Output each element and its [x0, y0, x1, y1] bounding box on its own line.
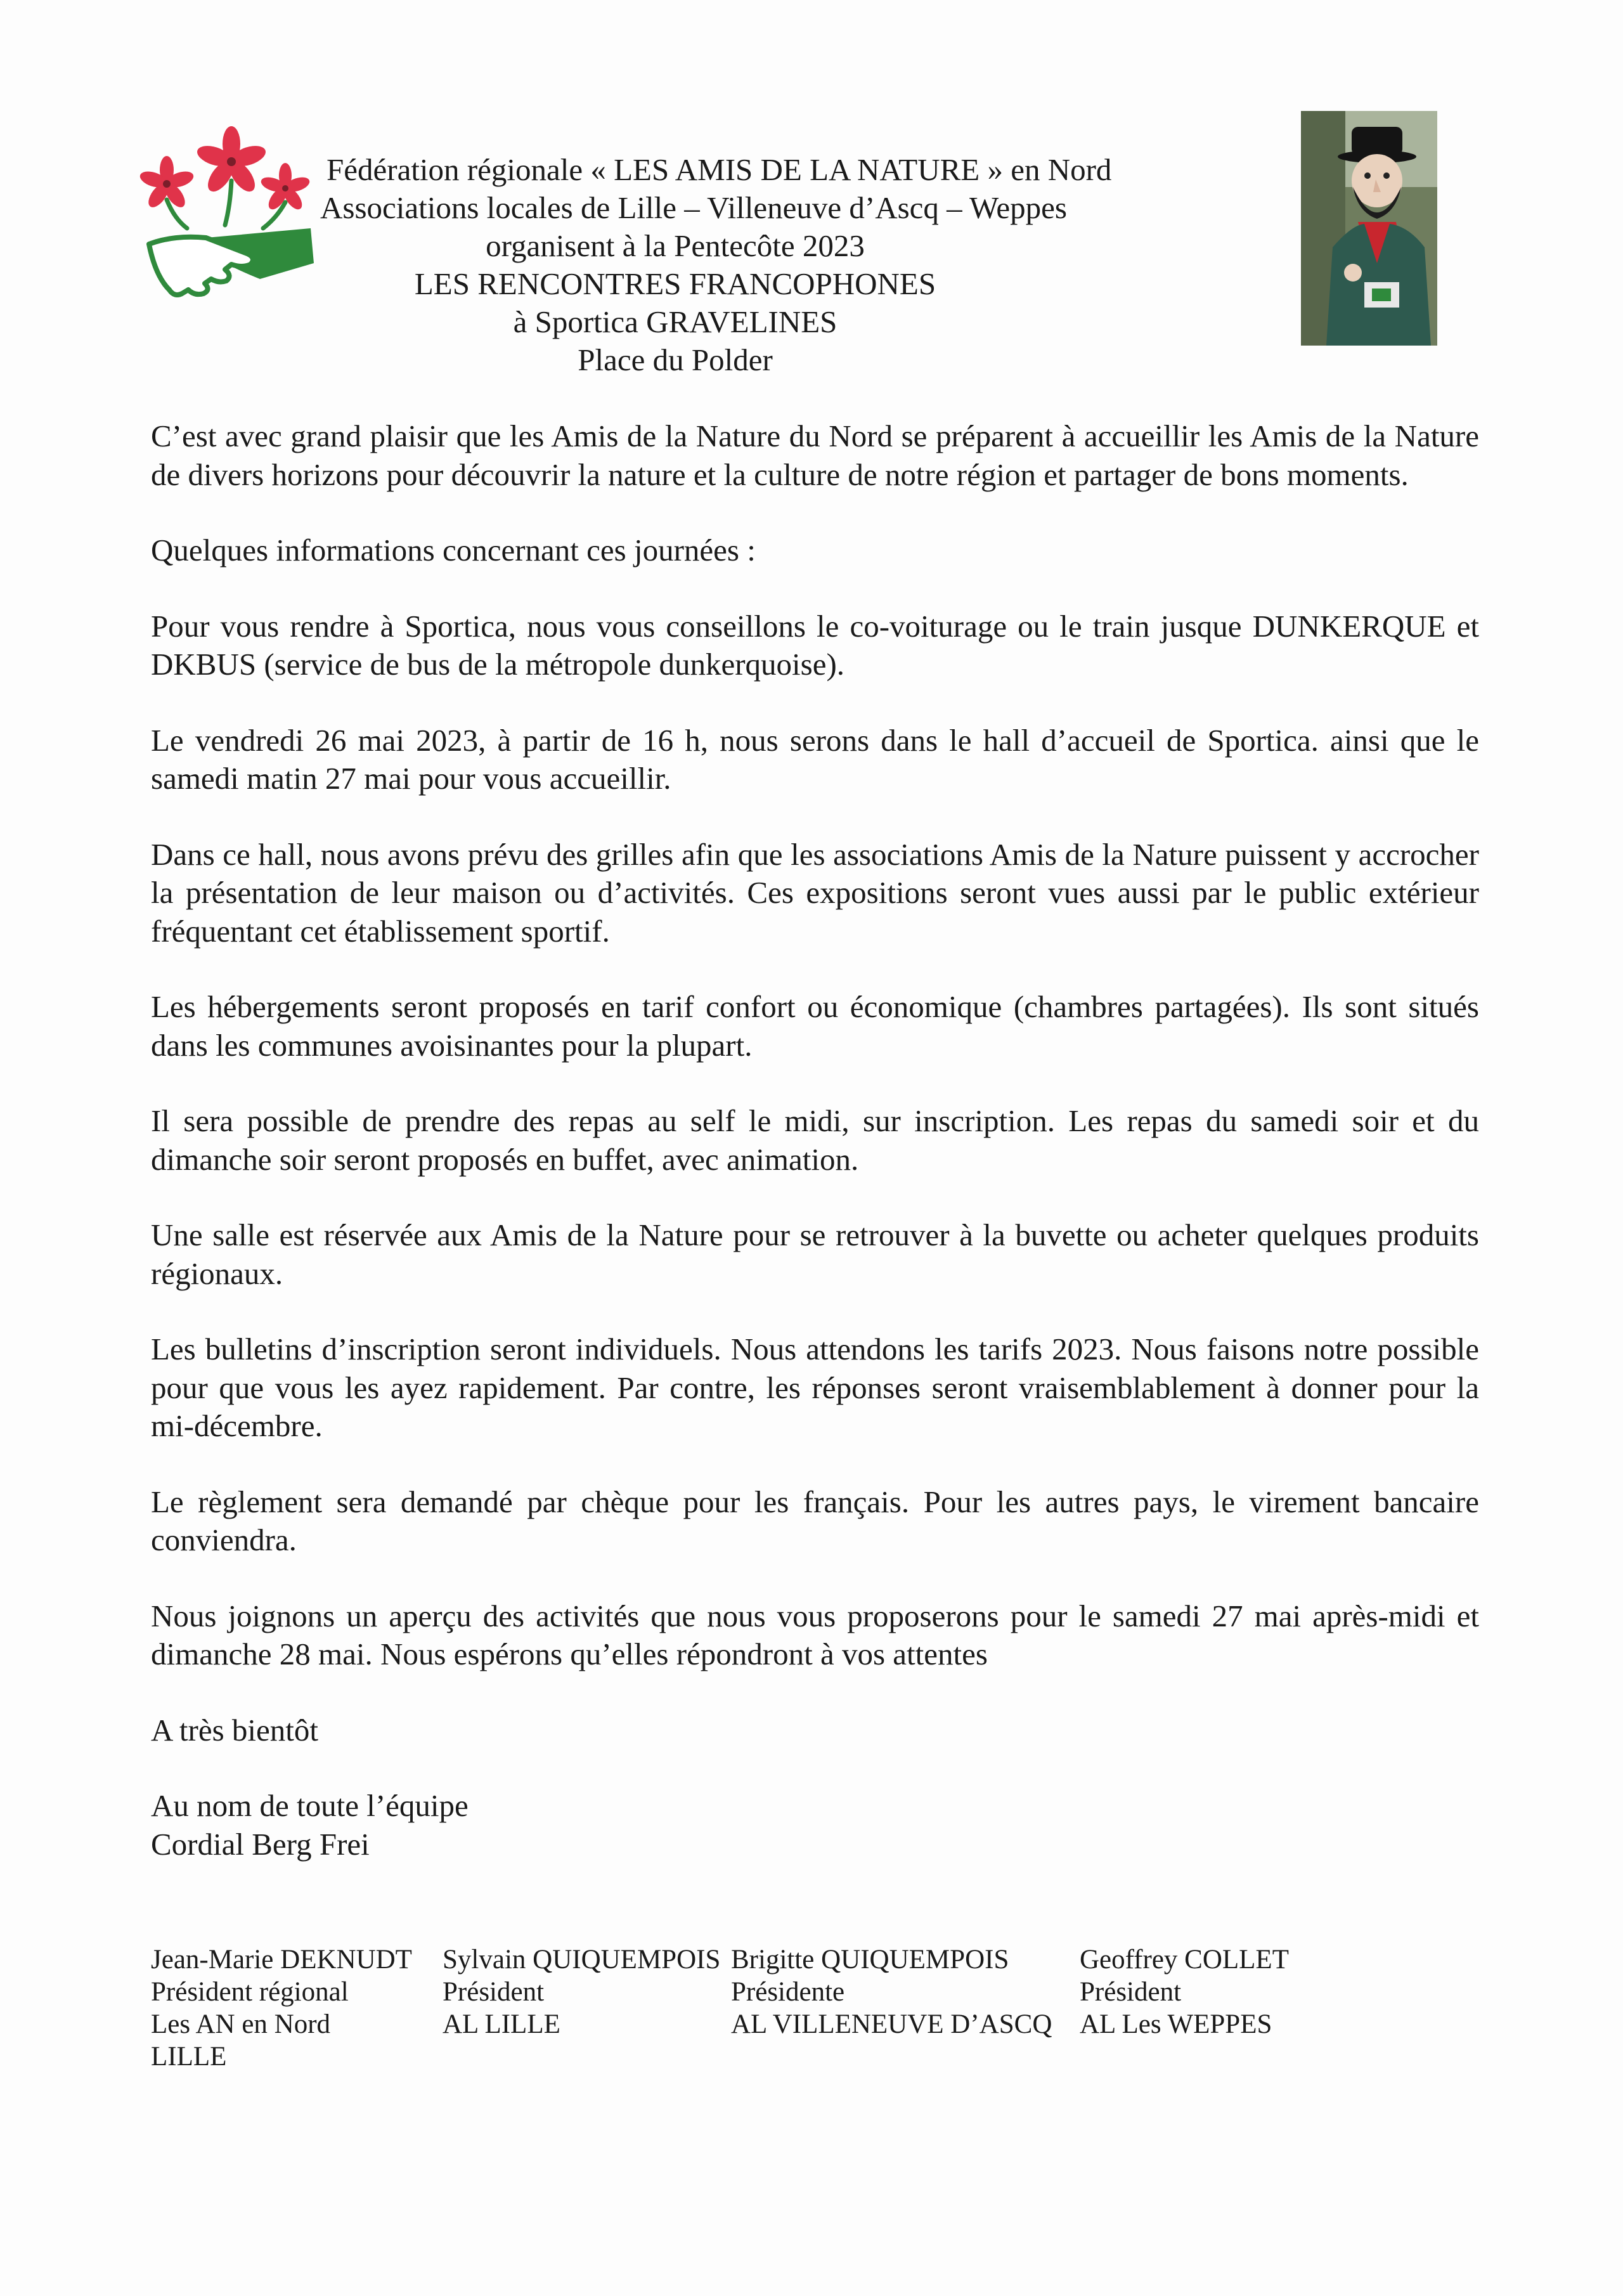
signature-role: Président [443, 1977, 545, 2007]
signature-name: Jean-Marie DEKNUDT [151, 1945, 412, 1975]
header-line-event-title: LES RENCONTRES FRANCOPHONES [414, 266, 936, 301]
paragraph-room: Une salle est réservée aux Amis de la Nature pour se retrouver à la buvette ou acheter quelques produits régionaux. [151, 1217, 1479, 1291]
signature-role: Présidente [731, 1977, 845, 2007]
paragraph-activities: Nous joignons un aperçu des activités que nous vous proposerons pour le samedi 27 mai après-midi et dimanche 28 mai. Nous espérons qu’elles répondront à vos attentes [151, 1598, 1479, 1671]
signature-name: Sylvain QUIQUEMPOIS [443, 1945, 721, 1975]
header-line-organisent: organisent à la Pentecôte 2023 [486, 228, 865, 263]
header-line-associations: Associations locales de Lille – Villeneuve d’Ascq – Weppes [320, 190, 1067, 225]
header-line-place: Place du Polder [578, 342, 773, 377]
paragraph-info-heading: Quelques informations concernant ces journées : [151, 533, 756, 568]
closing-team: Au nom de toute l’équipe [151, 1788, 469, 1823]
signature-role: Président [1080, 1977, 1182, 2007]
paragraph-intro: C’est avec grand plaisir que les Amis de la Nature du Nord se préparent à accueillir les Amis de la Nature de divers horizons pour découvrir la nature et la culture de notre région et partager de bons moments. [151, 418, 1479, 492]
signature-org: Les AN en Nord [151, 2009, 331, 2039]
signature-brigitte-quiquempois [731, 1943, 1052, 2040]
paragraph-payment: Le règlement sera demandé par chèque pour les français. Pour les autres pays, le virement bancaire conviendra. [151, 1484, 1479, 1557]
paragraph-welcome: Le vendredi 26 mai 2023, à partir de 16 h, nous serons dans le hall d’accueil de Sportica. ainsi que le samedi matin 27 mai pour vous accueillir. [151, 722, 1479, 796]
signature-org: AL Les WEPPES [1080, 2009, 1272, 2039]
header-line-federation: Fédération régionale « LES AMIS DE LA NATURE » en Nord [327, 152, 1112, 187]
paragraph-registration: Les bulletins d’inscription seront individuels. Nous attendons les tarifs 2023. Nous faisons notre possible pour que vous les ayez rapidement. Par contre, les réponses seront vraisemblablement à donner pour la mi-décembre. [151, 1332, 1479, 1443]
paragraph-accommodation: Les hébergements seront proposés en tarif confort ou économique (chambres partagées). Ils sont situés dans les communes avoisinantes pour la plupart. [151, 989, 1479, 1063]
signature-role: Président régional [151, 1977, 349, 2007]
signature-sylvain-quiquempois [443, 1943, 720, 2040]
signature-org: AL LILLE [443, 2009, 560, 2039]
signature-city: LILLE [151, 2042, 227, 2072]
header-line-venue: à Sportica GRAVELINES [513, 304, 837, 339]
letter-header [190, 151, 1236, 379]
paragraph-meals: Il sera possible de prendre des repas au self le midi, sur inscription. Les repas du samedi soir et du dimanche soir seront proposés en buffet, avec animation. [151, 1103, 1479, 1177]
paragraph-transport: Pour vous rendre à Sportica, nous vous conseillons le co-voiturage ou le train jusque DUNKERQUE et DKBUS (service de bus de la métropole dunkerquoise). [151, 608, 1479, 682]
paragraph-hall: Dans ce hall, nous avons prévu des grilles afin que les associations Amis de la Nature puissent y accrocher la présentation de leur maison ou d’activités. Ces expositions seront vues aussi par le public extérieur fréquentant cet établissement sportif. [151, 836, 1479, 949]
signature-name: Brigitte QUIQUEMPOIS [731, 1945, 1009, 1975]
closing-see-you: A très bientôt [151, 1712, 319, 1748]
letter-body [151, 417, 1479, 1901]
giant-figure-photo [1301, 111, 1437, 346]
signature-deknudt [151, 1943, 412, 2073]
closing-greeting: Cordial Berg Frei [151, 1826, 370, 1862]
signature-org: AL VILLENEUVE D’ASCQ [731, 2009, 1052, 2039]
signature-name: Geoffrey COLLET [1080, 1945, 1289, 1975]
signature-collet [1080, 1943, 1289, 2040]
